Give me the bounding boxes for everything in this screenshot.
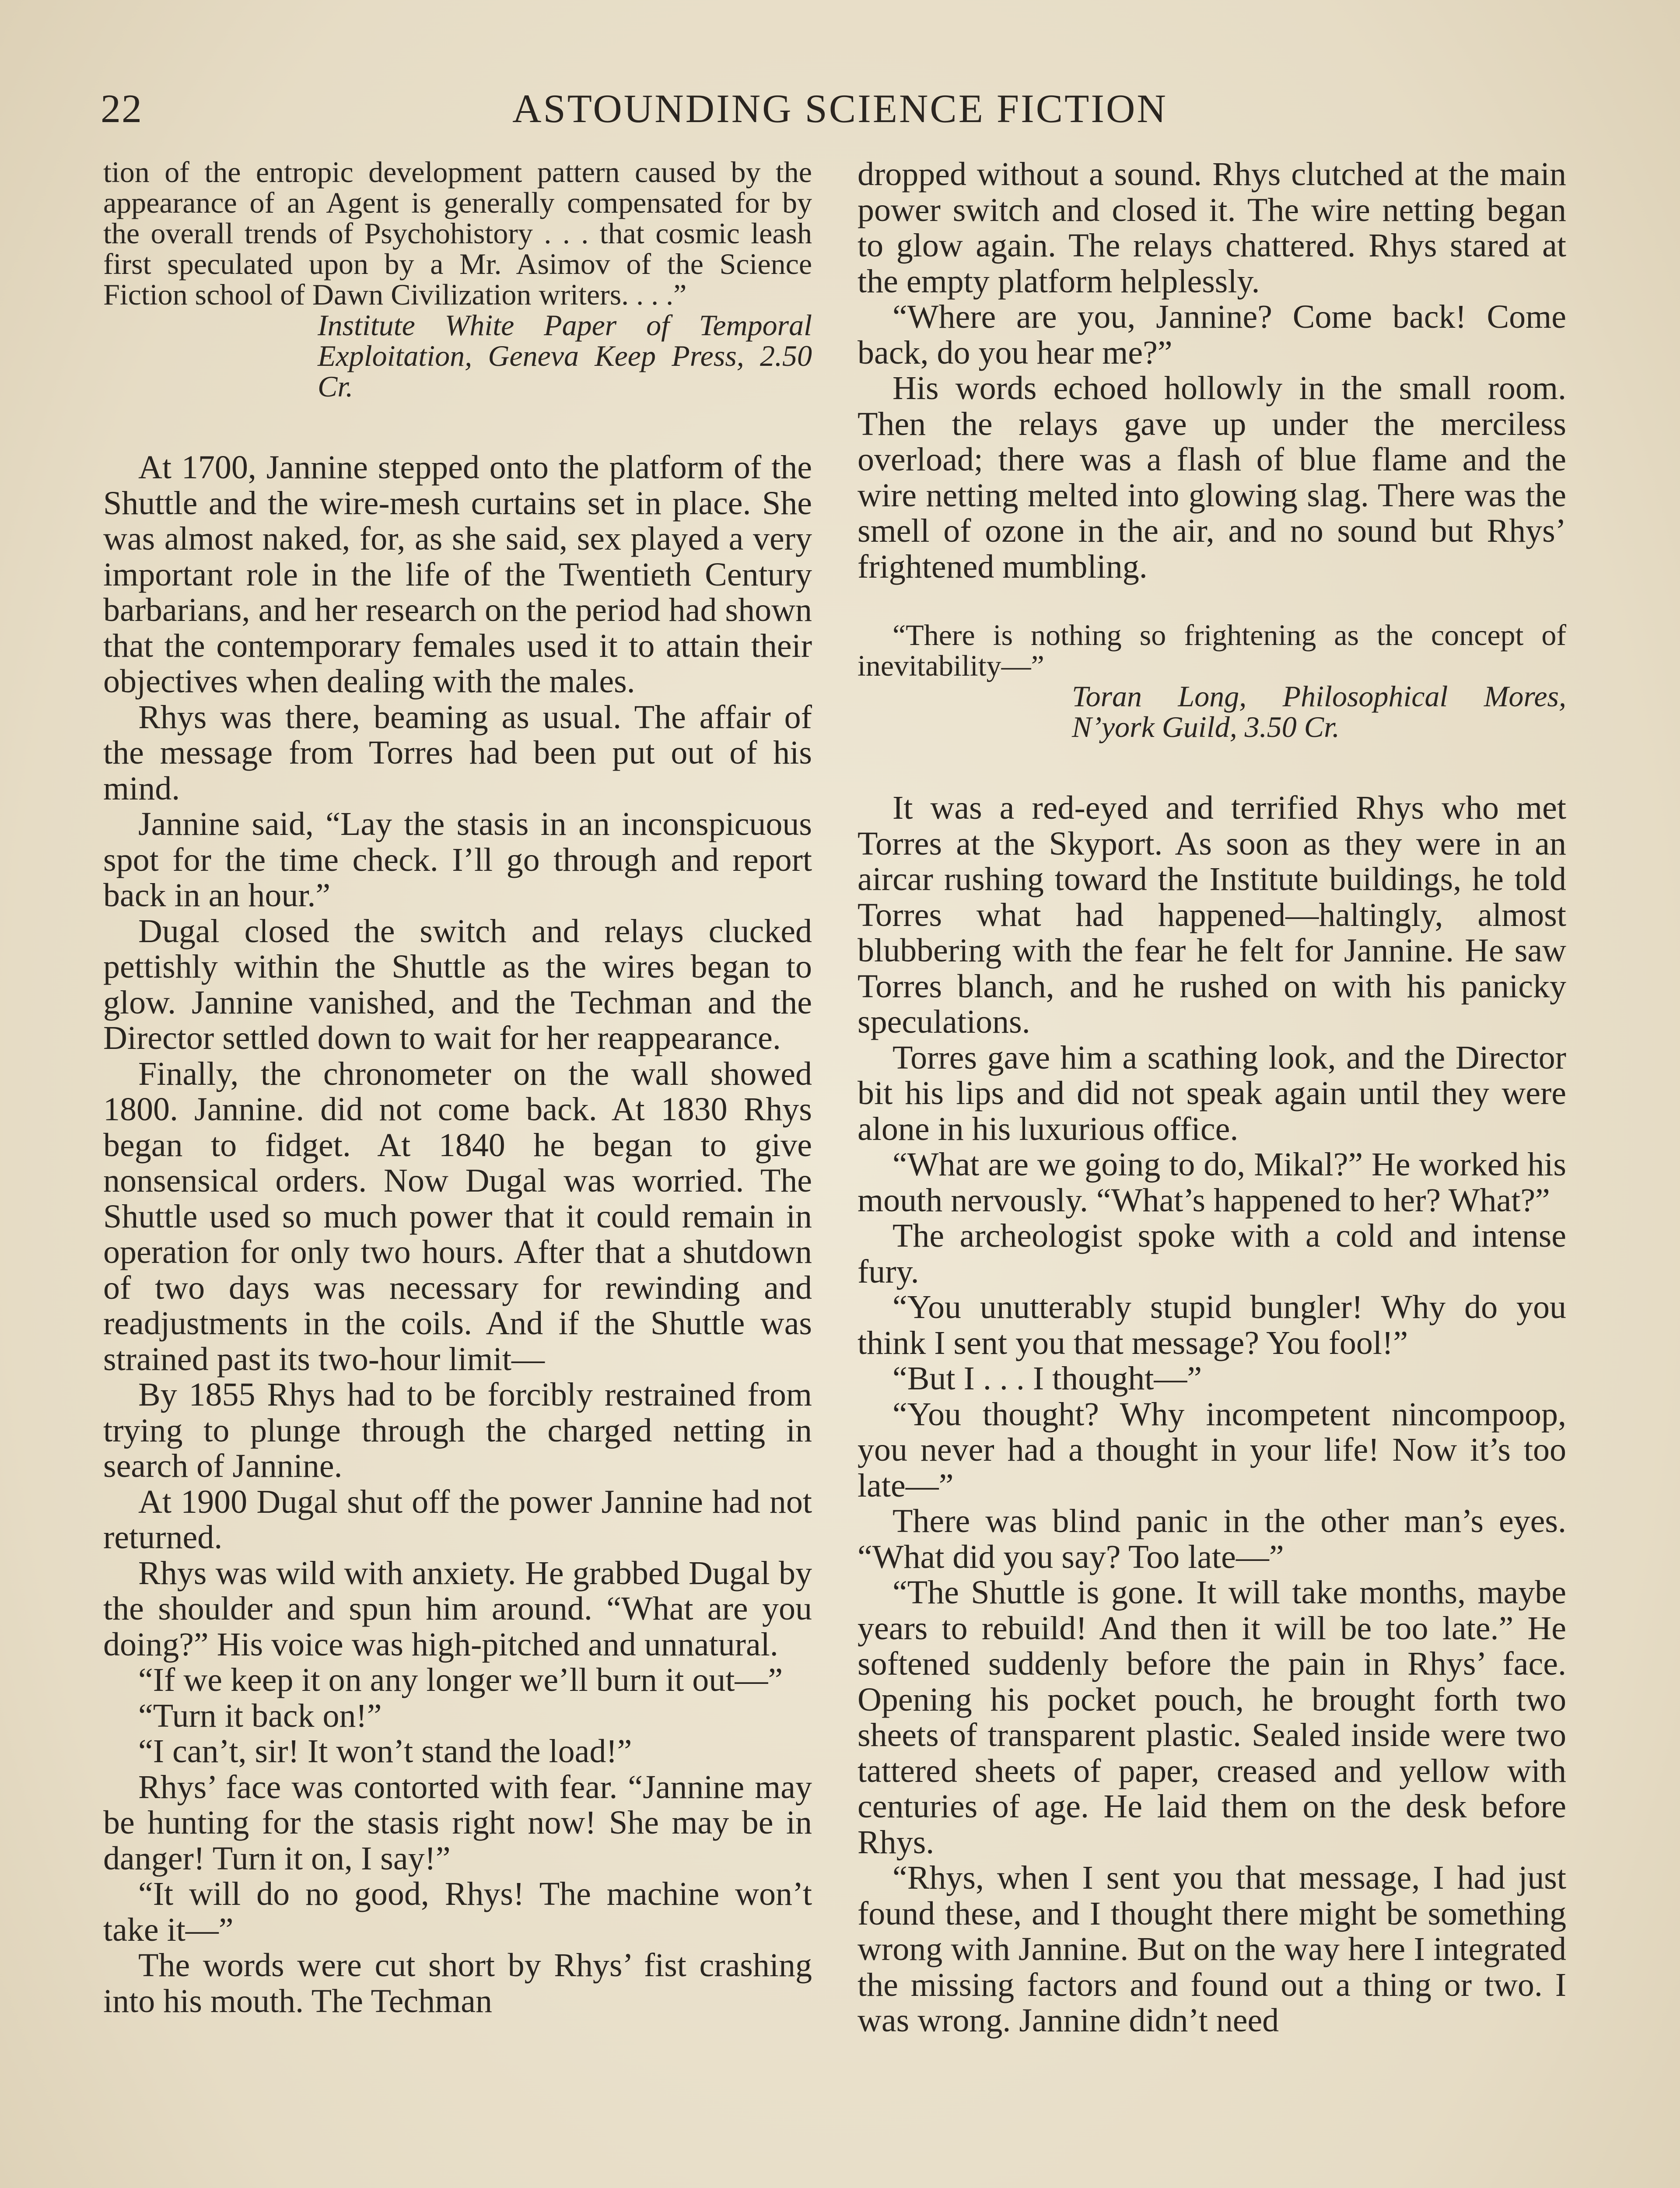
left-column bbox=[103, 157, 812, 2188]
paragraph: “The Shuttle is gone. It will take months, maybe years to rebuild! And then it will be too late.” He softened suddenly before the pain in Rhys’ face. Opening his pocket pouch, he brought forth two sheets of transparent plastic. Sealed inside were two tattered sheets of paper, creased and yellow with centuries of age. He laid them on the desk before Rhys. bbox=[858, 1574, 1566, 1861]
paragraph: “You thought? Why incompetent nincompoop, you never had a thought in your life! Now it’s too late—” bbox=[858, 1396, 1566, 1504]
paragraph: Rhys was wild with anxiety. He grabbed Dugal by the shoulder and spun him around. “What are you doing?” His voice was high-pitched and unnatural. bbox=[103, 1554, 812, 1663]
paragraph: “But I . . . I thought—” bbox=[892, 1360, 1202, 1397]
paragraph: Rhys was there, beaming as usual. The affair of the message from Torres had been put out of his mind. bbox=[103, 698, 812, 807]
paragraph: “What are we going to do, Mikal?” He worked his mouth nervously. “What’s happened to her? What?” bbox=[858, 1146, 1566, 1219]
paragraph: Jannine said, “Lay the stasis in an inconspicuous spot for the time check. I’ll go through and report back in an hour.” bbox=[103, 806, 812, 914]
paragraph: “I can’t, sir! It won’t stand the load!” bbox=[138, 1733, 632, 1770]
page-number: 22 bbox=[101, 86, 143, 131]
paragraph: The archeologist spoke with a cold and intense fury. bbox=[858, 1217, 1566, 1290]
running-title: ASTOUNDING SCIENCE FICTION bbox=[512, 86, 1168, 131]
paragraph: Finally, the chronometer on the wall showed 1800. Jannine. did not come back. At 1830 Rhys began to fidget. At 1840 he began to give nonsensical orders. Now Dugal was worried. The Shuttle used so much power that it could remain in operation for only two hours. After that a shutdown of two days was necessary for rewinding and readjustments in the coils. And if the Shuttle was strained past its two-hour limit— bbox=[103, 1055, 812, 1378]
paragraph: “Turn it back on!” bbox=[138, 1697, 382, 1734]
paragraph: “You unutterably stupid bungler! Why do you think I sent you that message? You fool!” bbox=[858, 1289, 1566, 1361]
paragraph: There was blind panic in the other man’s eyes. “What did you say? Too late—” bbox=[858, 1503, 1566, 1575]
paragraph: “It will do no good, Rhys! The machine won’t take it—” bbox=[103, 1876, 812, 1948]
epigraph-text: “There is nothing so frightening as the concept of inevitability—” bbox=[858, 618, 1566, 682]
paragraph: By 1855 Rhys had to be forcibly restrained from trying to plunge through the charged netting in search of Jannine. bbox=[103, 1376, 812, 1484]
paragraph: dropped without a sound. Rhys clutched at the main power switch and closed it. The wire netting began to glow again. The relays chattered. Rhys stared at the empty platform helplessly. bbox=[858, 157, 1566, 300]
paragraph: Rhys’ face was contorted with fear. “Jannine may be hunting for the stasis right now! She may be in danger! Turn it on, I say!” bbox=[103, 1768, 812, 1877]
paragraph: “Where are you, Jannine? Come back! Come back, do you hear me?” bbox=[858, 298, 1566, 371]
paragraph: The words were cut short by Rhys’ fist crashing into his mouth. The Techman bbox=[103, 1947, 812, 2020]
paragraph: At 1700, Jannine stepped onto the platform of the Shuttle and the wire-mesh curtains set in place. She was almost naked, for, as she said, sex played a very important role in the life of the Twentieth Century barbarians, and her research on the period had shown that the contemporary females used it to attain their objectives when dealing with the males. bbox=[103, 449, 812, 700]
paragraph: “Rhys, when I sent you that message, I had just found these, and I thought there might be something wrong with Jannine. But on the way here I integrated the missing factors and found out a thing or two. I was wrong. Jannine didn’t need bbox=[858, 1859, 1566, 2039]
epigraph-source: Institute White Paper of Temporal Exploitation, Geneva Keep Press, 2.50 Cr. bbox=[318, 309, 812, 403]
paragraph: Dugal closed the switch and relays clucked pettishly within the Shuttle as the wires began to glow. Jannine vanished, and the Techman and the Director settled down to wait for her reappearance. bbox=[103, 912, 812, 1056]
epigraph-source: Toran Long, Philosophical Mores, N’york Guild, 3.50 Cr. bbox=[1072, 680, 1566, 743]
paragraph: “If we keep it on any longer we’ll burn it out—” bbox=[138, 1662, 783, 1698]
epigraph-text: tion of the entropic development pattern caused by the appearance of an Agent is generally compensated for by the overall trends of Psychohistory . . . that cosmic leash first speculated upon by a Mr. Asimov of the Science Fiction school of Dawn Civilization writers. . . .” bbox=[103, 157, 812, 311]
right-column bbox=[858, 157, 1566, 2188]
paragraph: Torres gave him a scathing look, and the Director bit his lips and did not speak again until they were alone in his luxurious office. bbox=[858, 1039, 1566, 1147]
paragraph: It was a red-eyed and terrified Rhys who met Torres at the Skyport. As soon as they were in an aircar rushing toward the Institute buildings, he told Torres what had happened—haltingly, almost blubbering with the fear he felt for Jannine. He saw Torres blanch, and he rushed on with his panicky speculations. bbox=[858, 789, 1566, 1040]
paragraph: His words echoed hollowly in the small room. Then the relays gave up under the merciless overload; there was a flash of blue flame and the wire netting melted into glowing slag. There was the smell of ozone in the air, and no sound but Rhys’ frightened mumbling. bbox=[858, 370, 1566, 585]
paragraph: At 1900 Dugal shut off the power Jannine had not returned. bbox=[103, 1483, 812, 1556]
